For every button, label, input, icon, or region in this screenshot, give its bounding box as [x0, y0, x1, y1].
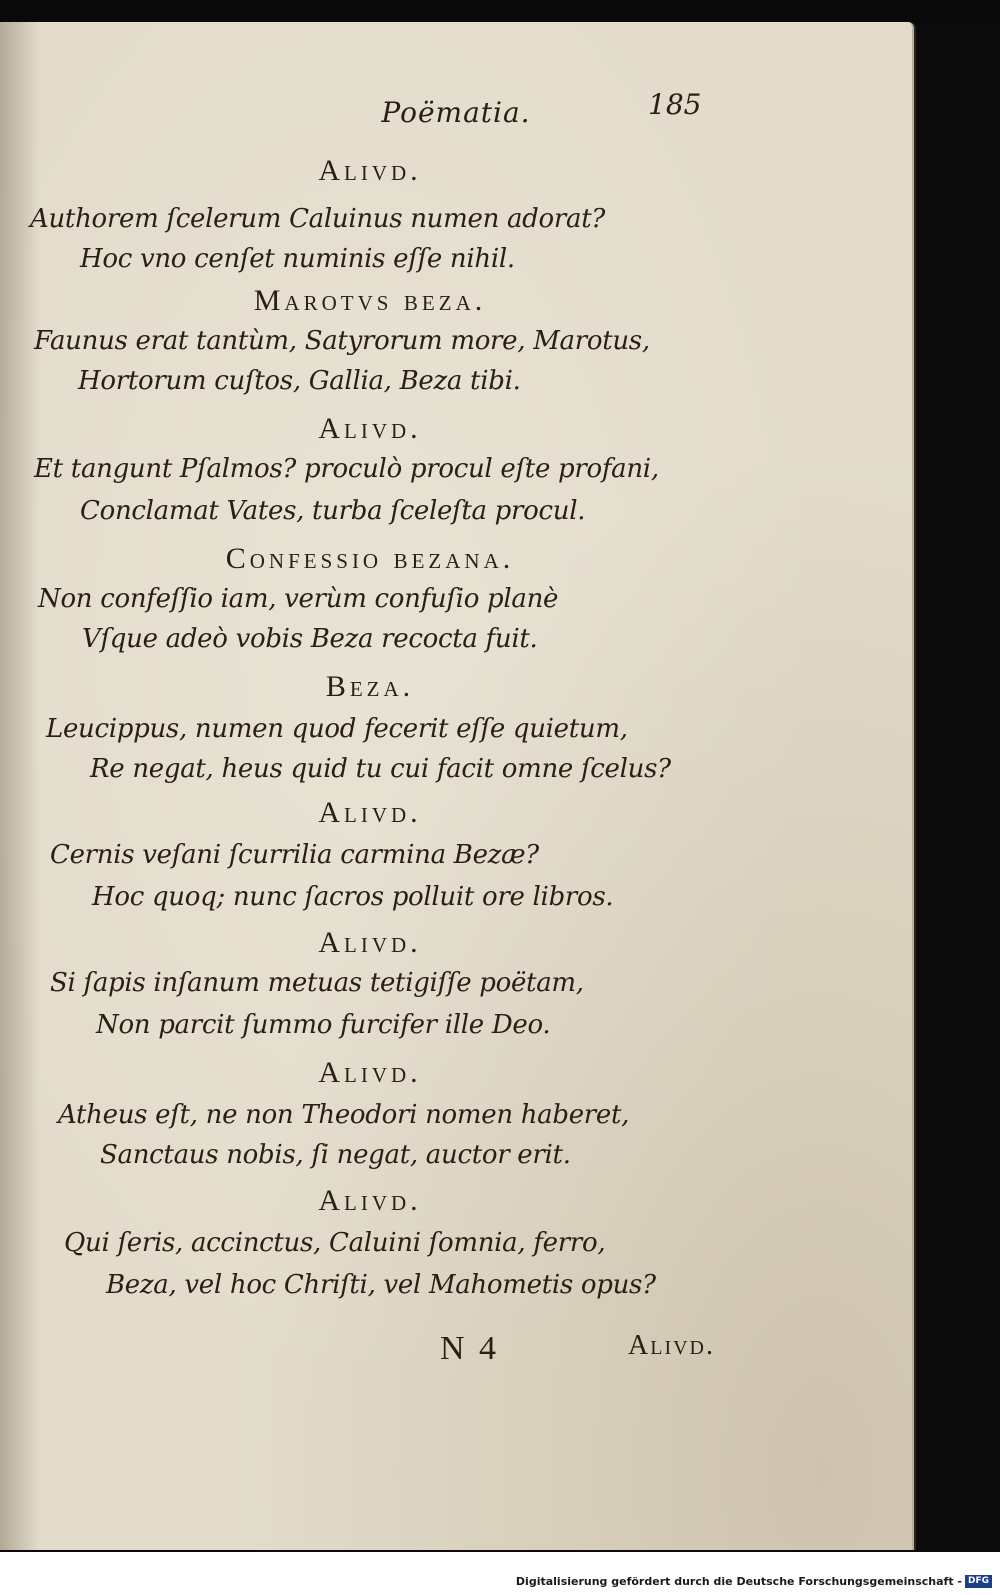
book-page: [0, 22, 914, 1550]
dfg-logo: DFG: [965, 1575, 992, 1588]
verse-line: Hoc quoq; nunc ſacros polluit ore libros.: [92, 882, 614, 912]
verse-line: Re negat, heus quid tu cui facit omne ſcelus?: [90, 754, 671, 784]
poem-heading: Marotvs beza.: [253, 284, 487, 317]
digitization-credit: [516, 1575, 992, 1588]
verse-line: Non parcit ſummo furcifer ille Deo.: [96, 1010, 551, 1040]
verse-line: Conclamat Vates, turba ſceleſta procul.: [80, 496, 586, 526]
verse-line: Leucippus, numen quod fecerit eſſe quietum,: [46, 714, 628, 744]
verse-line: Atheus eſt, ne non Theodori nomen haberet,: [58, 1100, 630, 1130]
catchword: Alivd.: [628, 1330, 715, 1361]
verse-line: Authorem ſcelerum Caluinus numen adorat?: [30, 204, 605, 234]
verse-line: Si ſapis inſanum metuas tetigiſſe poëtam,: [50, 968, 584, 998]
poem-heading: Alivd.: [318, 1056, 422, 1089]
signature-mark: N 4: [440, 1330, 500, 1367]
verse-line: Beza, vel hoc Chriſti, vel Mahometis opus?: [106, 1270, 656, 1300]
poem-heading: Beza.: [325, 670, 415, 703]
running-title: Poëmatia.: [381, 96, 531, 129]
poem-heading: Confessio bezana.: [225, 542, 515, 575]
poem-heading: Alivd.: [318, 796, 422, 829]
verse-line: Qui ſeris, accinctus, Caluini ſomnia, ferro,: [64, 1228, 606, 1258]
verse-line: Faunus erat tantùm, Satyrorum more, Marotus,: [34, 326, 650, 356]
poem-heading: Alivd.: [318, 412, 422, 445]
scan-background: [0, 0, 1000, 24]
verse-line: Hortorum cuſtos, Gallia, Beza tibi.: [78, 366, 521, 396]
credit-bar: [0, 1552, 1000, 1595]
verse-line: Sanctaus nobis, ſi negat, auctor erit.: [100, 1140, 571, 1170]
poem-heading: Alivd.: [318, 926, 422, 959]
credit-text: Digitalisierung gefördert durch die Deutsche Forschungsgemeinschaft -: [515, 1575, 962, 1588]
verse-line: Et tangunt Pſalmos? proculò procul eſte profani,: [34, 454, 659, 484]
verse-line: Cernis veſani ſcurrilia carmina Bezæ?: [50, 840, 539, 870]
page-number: 185: [648, 88, 702, 121]
verse-line: Vſque adeò vobis Beza recocta fuit.: [82, 624, 538, 654]
verse-line: Non confeſſio iam, verùm confuſio planè: [38, 584, 559, 614]
poem-heading: Alivd.: [318, 154, 422, 187]
verse-line: Hoc vno cenſet numinis eſſe nihil.: [80, 244, 515, 274]
poem-heading: Alivd.: [318, 1184, 422, 1217]
